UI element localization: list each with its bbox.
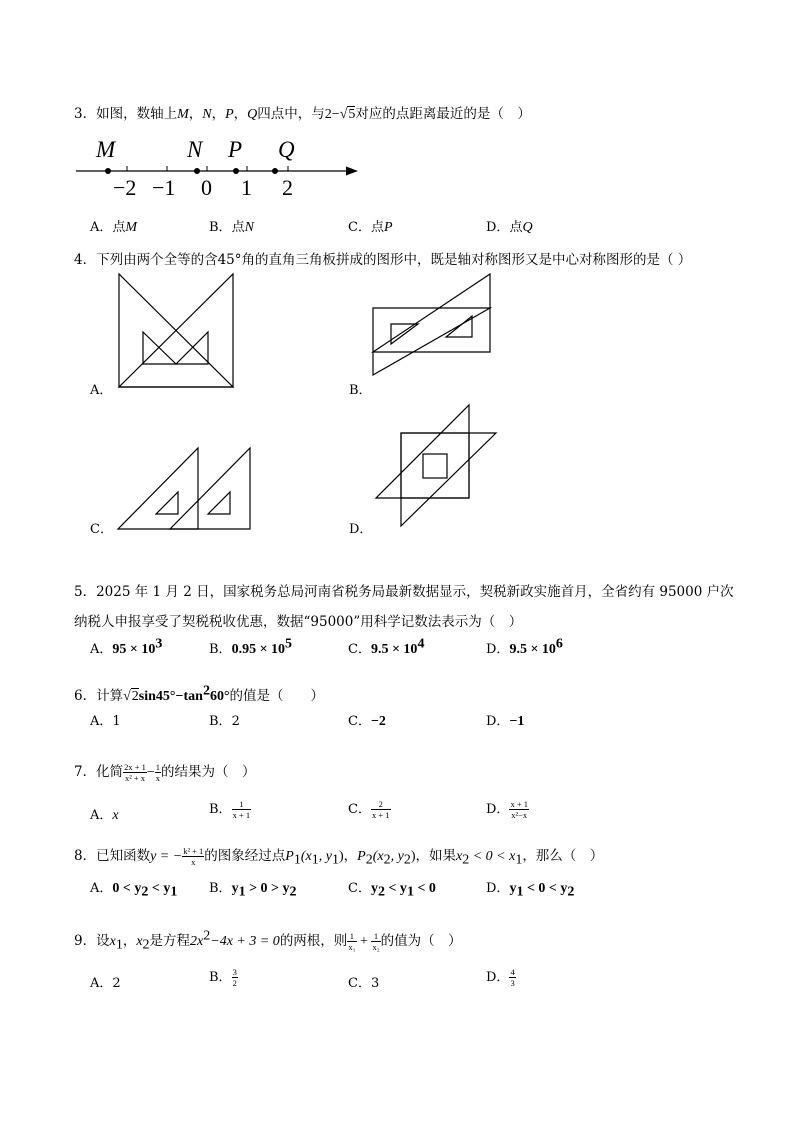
numerator: 1 <box>347 931 356 942</box>
option-letter: D． <box>486 970 510 985</box>
option-letter: A． <box>90 881 113 896</box>
option-c[interactable] <box>348 798 391 820</box>
denominator: x <box>191 857 196 867</box>
subscript: 1 <box>515 852 523 868</box>
option-letter: D． <box>486 714 510 729</box>
option-value: 0 < y <box>112 881 142 896</box>
expr: 2− <box>324 107 340 122</box>
denominator: 2 <box>232 978 237 988</box>
figure-c-label[interactable]: C． <box>90 522 113 537</box>
expr: x <box>455 849 463 864</box>
subscript: 1 <box>406 884 414 900</box>
option-a[interactable] <box>90 972 121 991</box>
point-label-p: P <box>228 137 243 162</box>
tick-label: 2 <box>282 175 293 200</box>
radicand: 5 <box>348 107 356 122</box>
denominator: x² + x <box>124 773 146 783</box>
option-value: 9.5 × 10 <box>509 642 556 657</box>
numerator: 2 <box>371 799 391 810</box>
expr: (x <box>300 849 312 864</box>
expr: , y <box>318 849 332 864</box>
subscript: 2 <box>141 884 149 900</box>
sqrt-symbol: √ <box>123 689 131 704</box>
exponent: 2 <box>202 683 210 699</box>
option-var: Q <box>522 220 533 235</box>
option-letter: B． <box>209 970 232 985</box>
tick-label: 1 <box>241 175 252 200</box>
option-letter: A． <box>90 976 113 991</box>
subscript: 1 <box>170 884 178 900</box>
question-number: 3． <box>74 106 97 122</box>
stem-text: 的两根，则 <box>279 933 348 949</box>
option-var: P <box>383 220 393 235</box>
option-text: 点 <box>509 220 523 235</box>
option-d[interactable] <box>486 966 516 988</box>
stem-text: 是方程 <box>149 933 191 949</box>
figure-b-label[interactable]: B． <box>349 383 372 398</box>
radicand: 2 <box>131 689 139 704</box>
numerator: 1 <box>371 931 380 942</box>
option-letter: A． <box>90 808 113 823</box>
expr: −4x + 3 = 0 <box>210 934 280 949</box>
denominator: x₂ <box>372 942 380 952</box>
subscript: 1 <box>311 852 319 868</box>
figure-d-label[interactable]: D． <box>349 522 373 537</box>
tick-label: −1 <box>152 175 176 200</box>
subscript: 1 <box>238 884 246 900</box>
option-value: −1 <box>509 714 525 729</box>
expr: sin45°−tan <box>138 689 203 704</box>
expr: ) <box>410 849 416 864</box>
option-value: 2 <box>231 714 240 729</box>
separator: ， <box>233 106 248 122</box>
option-d[interactable] <box>486 877 575 900</box>
numerator: x + 1 <box>510 799 528 809</box>
subscript: 2 <box>142 937 150 953</box>
expr: y = − <box>150 849 183 864</box>
expr: P <box>285 849 294 864</box>
denominator: x <box>155 773 161 783</box>
stem-text: 7．化简 <box>74 764 124 780</box>
fraction <box>182 846 204 867</box>
option-b[interactable] <box>209 798 251 820</box>
fraction <box>509 967 515 988</box>
question-5-line1: 5．2025 年 1 月 2 日，国家税务总局河南省税务局最新数据显示，契税新政实施首月，全省约有 95000 户次 <box>74 584 734 600</box>
question-7-stem <box>74 760 256 783</box>
subscript: 1 <box>516 884 524 900</box>
stem-text: 8．已知函数 <box>74 848 151 864</box>
fraction <box>347 931 356 952</box>
option-letter: C． <box>348 642 371 657</box>
stem-text: 的结果为（ ） <box>161 764 256 780</box>
question-4-stem: 4．下列由两个全等的含45°角的直角三角板拼成的图形中，既是轴对称图形又是中心对称图形的是（ ） <box>74 252 692 268</box>
option-var: M <box>125 220 138 235</box>
option-letter: A． <box>90 714 113 729</box>
option-letter: A． <box>90 642 113 657</box>
option-letter: C． <box>348 881 371 896</box>
var-n: N <box>202 107 212 122</box>
option-value: 0.95 × 10 <box>231 642 286 657</box>
exponent: 5 <box>285 636 293 652</box>
option-b[interactable] <box>209 710 240 729</box>
subscript: 2 <box>462 852 470 868</box>
point-label-m: M <box>96 137 116 162</box>
sqrt-symbol: √ <box>339 107 348 122</box>
option-text: 点 <box>370 220 384 235</box>
option-b[interactable] <box>209 877 297 900</box>
denominator: x₁ <box>348 942 356 952</box>
stem-text: 9．设 <box>74 933 110 949</box>
stem-text: 的值是（ ） <box>229 688 325 704</box>
separator: ， <box>188 106 203 122</box>
option-value: 1 <box>112 714 121 729</box>
fraction <box>232 799 252 820</box>
option-c[interactable] <box>348 877 436 900</box>
option-value: y <box>509 881 517 896</box>
option-letter: C． <box>348 802 371 817</box>
option-a[interactable] <box>90 710 121 729</box>
expr: 2x <box>190 934 204 949</box>
option-letter: C． <box>348 714 371 729</box>
var-m: M <box>177 107 189 122</box>
option-c[interactable] <box>348 638 424 658</box>
tick-label: 0 <box>201 175 212 200</box>
triangle <box>401 433 496 526</box>
expr: (x <box>372 849 384 864</box>
subscript: 1 <box>331 852 339 868</box>
stem-text: ，如果 <box>415 848 456 864</box>
fraction <box>232 967 238 988</box>
expr: , y <box>390 849 404 864</box>
exponent: 4 <box>417 636 425 652</box>
option-value: < 0 <box>413 881 436 896</box>
option-letter: B． <box>209 642 232 657</box>
option-value: −2 <box>370 714 386 729</box>
option-value: 9.5 × 10 <box>370 642 418 657</box>
option-value: < y <box>384 881 407 896</box>
numerator: 4 <box>510 967 515 977</box>
option-value: 95 × 10 <box>112 642 156 657</box>
option-value: y <box>231 881 239 896</box>
operator: + <box>356 934 372 949</box>
numerator: 3 <box>232 967 237 977</box>
triangle <box>376 405 469 498</box>
stem-text: 四点中，与 <box>257 106 325 122</box>
subscript: 1 <box>293 852 301 868</box>
option-letter: A． <box>90 220 113 235</box>
denominator: x + 1 <box>232 810 251 820</box>
expr: 60° <box>209 689 230 704</box>
option-value: 2 <box>112 976 121 991</box>
question-9-stem <box>74 929 462 952</box>
option-letter: B． <box>209 881 232 896</box>
option-letter: D． <box>486 802 510 817</box>
option-b[interactable] <box>209 638 292 658</box>
expr: < 0 < x <box>469 849 516 864</box>
question-6-stem <box>74 684 324 705</box>
exponent: 6 <box>555 636 563 652</box>
option-value: y <box>370 881 378 896</box>
stem-text: 对应的点距离最近的是（ ） <box>355 106 531 122</box>
option-a[interactable] <box>90 804 119 824</box>
fraction <box>371 931 380 952</box>
option-var: N <box>244 220 254 235</box>
option-letter: D． <box>486 220 510 235</box>
point-label-q: Q <box>278 137 295 162</box>
numerator: k² + 1 <box>183 846 204 856</box>
operator: − <box>146 765 155 780</box>
expr: x <box>136 934 143 949</box>
option-value: < 0 < y <box>523 881 568 896</box>
stem-text: 的图象经过点 <box>204 848 286 864</box>
tick-label: −2 <box>113 175 137 200</box>
square <box>401 433 469 498</box>
option-letter: D． <box>486 881 510 896</box>
numerator: 2x + 1 <box>124 762 146 772</box>
denominator: 3 <box>510 978 515 988</box>
var-p: P <box>225 107 234 122</box>
expr: ) <box>338 849 344 864</box>
question-5-line2: 纳税人申报享受了契税税收优惠，数据“95000”用科学记数法表示为（ ） <box>74 614 523 630</box>
denominator: x²−x <box>511 810 528 820</box>
exponent: 3 <box>155 636 163 652</box>
option-b[interactable] <box>209 966 238 988</box>
fraction <box>509 799 529 820</box>
separator: ， <box>211 106 226 122</box>
numerator: 1 <box>155 762 161 772</box>
subscript: 2 <box>365 852 373 868</box>
option-letter: D． <box>486 642 510 657</box>
fraction <box>371 799 391 820</box>
option-letter: B． <box>209 802 232 817</box>
subscript: 2 <box>377 884 385 900</box>
point-label-n: N <box>187 137 203 162</box>
option-value: > 0 > y <box>245 881 290 896</box>
option-d[interactable] <box>486 798 529 820</box>
option-value: < y <box>148 881 171 896</box>
stem-text: 如图，数轴上 <box>96 106 178 122</box>
subscript: 2 <box>403 852 411 868</box>
var-q: Q <box>247 107 258 122</box>
figure-a-label[interactable]: A． <box>90 383 113 398</box>
separator: ， <box>343 848 358 864</box>
subscript: 2 <box>383 852 391 868</box>
option-a[interactable] <box>90 877 178 900</box>
option-value: x <box>112 808 119 823</box>
denominator: x + 1 <box>371 810 390 820</box>
option-letter: B． <box>209 220 232 235</box>
option-letter: B． <box>209 714 232 729</box>
option-text: 点 <box>231 220 245 235</box>
expr: x <box>109 934 116 949</box>
option-letter: C． <box>348 220 371 235</box>
inner-square <box>423 454 447 478</box>
stem-text: 6．计算 <box>74 688 124 704</box>
option-letter: C． <box>348 976 371 991</box>
numerator: 1 <box>232 799 252 810</box>
option-c[interactable] <box>348 972 379 991</box>
expr: P <box>357 849 366 864</box>
exponent: 2 <box>203 928 211 944</box>
option-a[interactable] <box>90 638 162 658</box>
subscript: 2 <box>289 884 297 900</box>
stem-text: 的值为（ ） <box>380 933 462 949</box>
fraction <box>123 762 147 783</box>
option-value: 3 <box>370 976 380 991</box>
subscript: 2 <box>567 884 575 900</box>
stem-text: ，那么（ ） <box>522 848 604 864</box>
option-d[interactable] <box>486 638 563 658</box>
option-text: 点 <box>112 220 126 235</box>
separator: ， <box>122 933 137 949</box>
subscript: 1 <box>115 937 123 953</box>
question-8-stem <box>74 844 603 867</box>
option-c[interactable] <box>348 710 386 730</box>
option-d[interactable] <box>486 710 524 730</box>
